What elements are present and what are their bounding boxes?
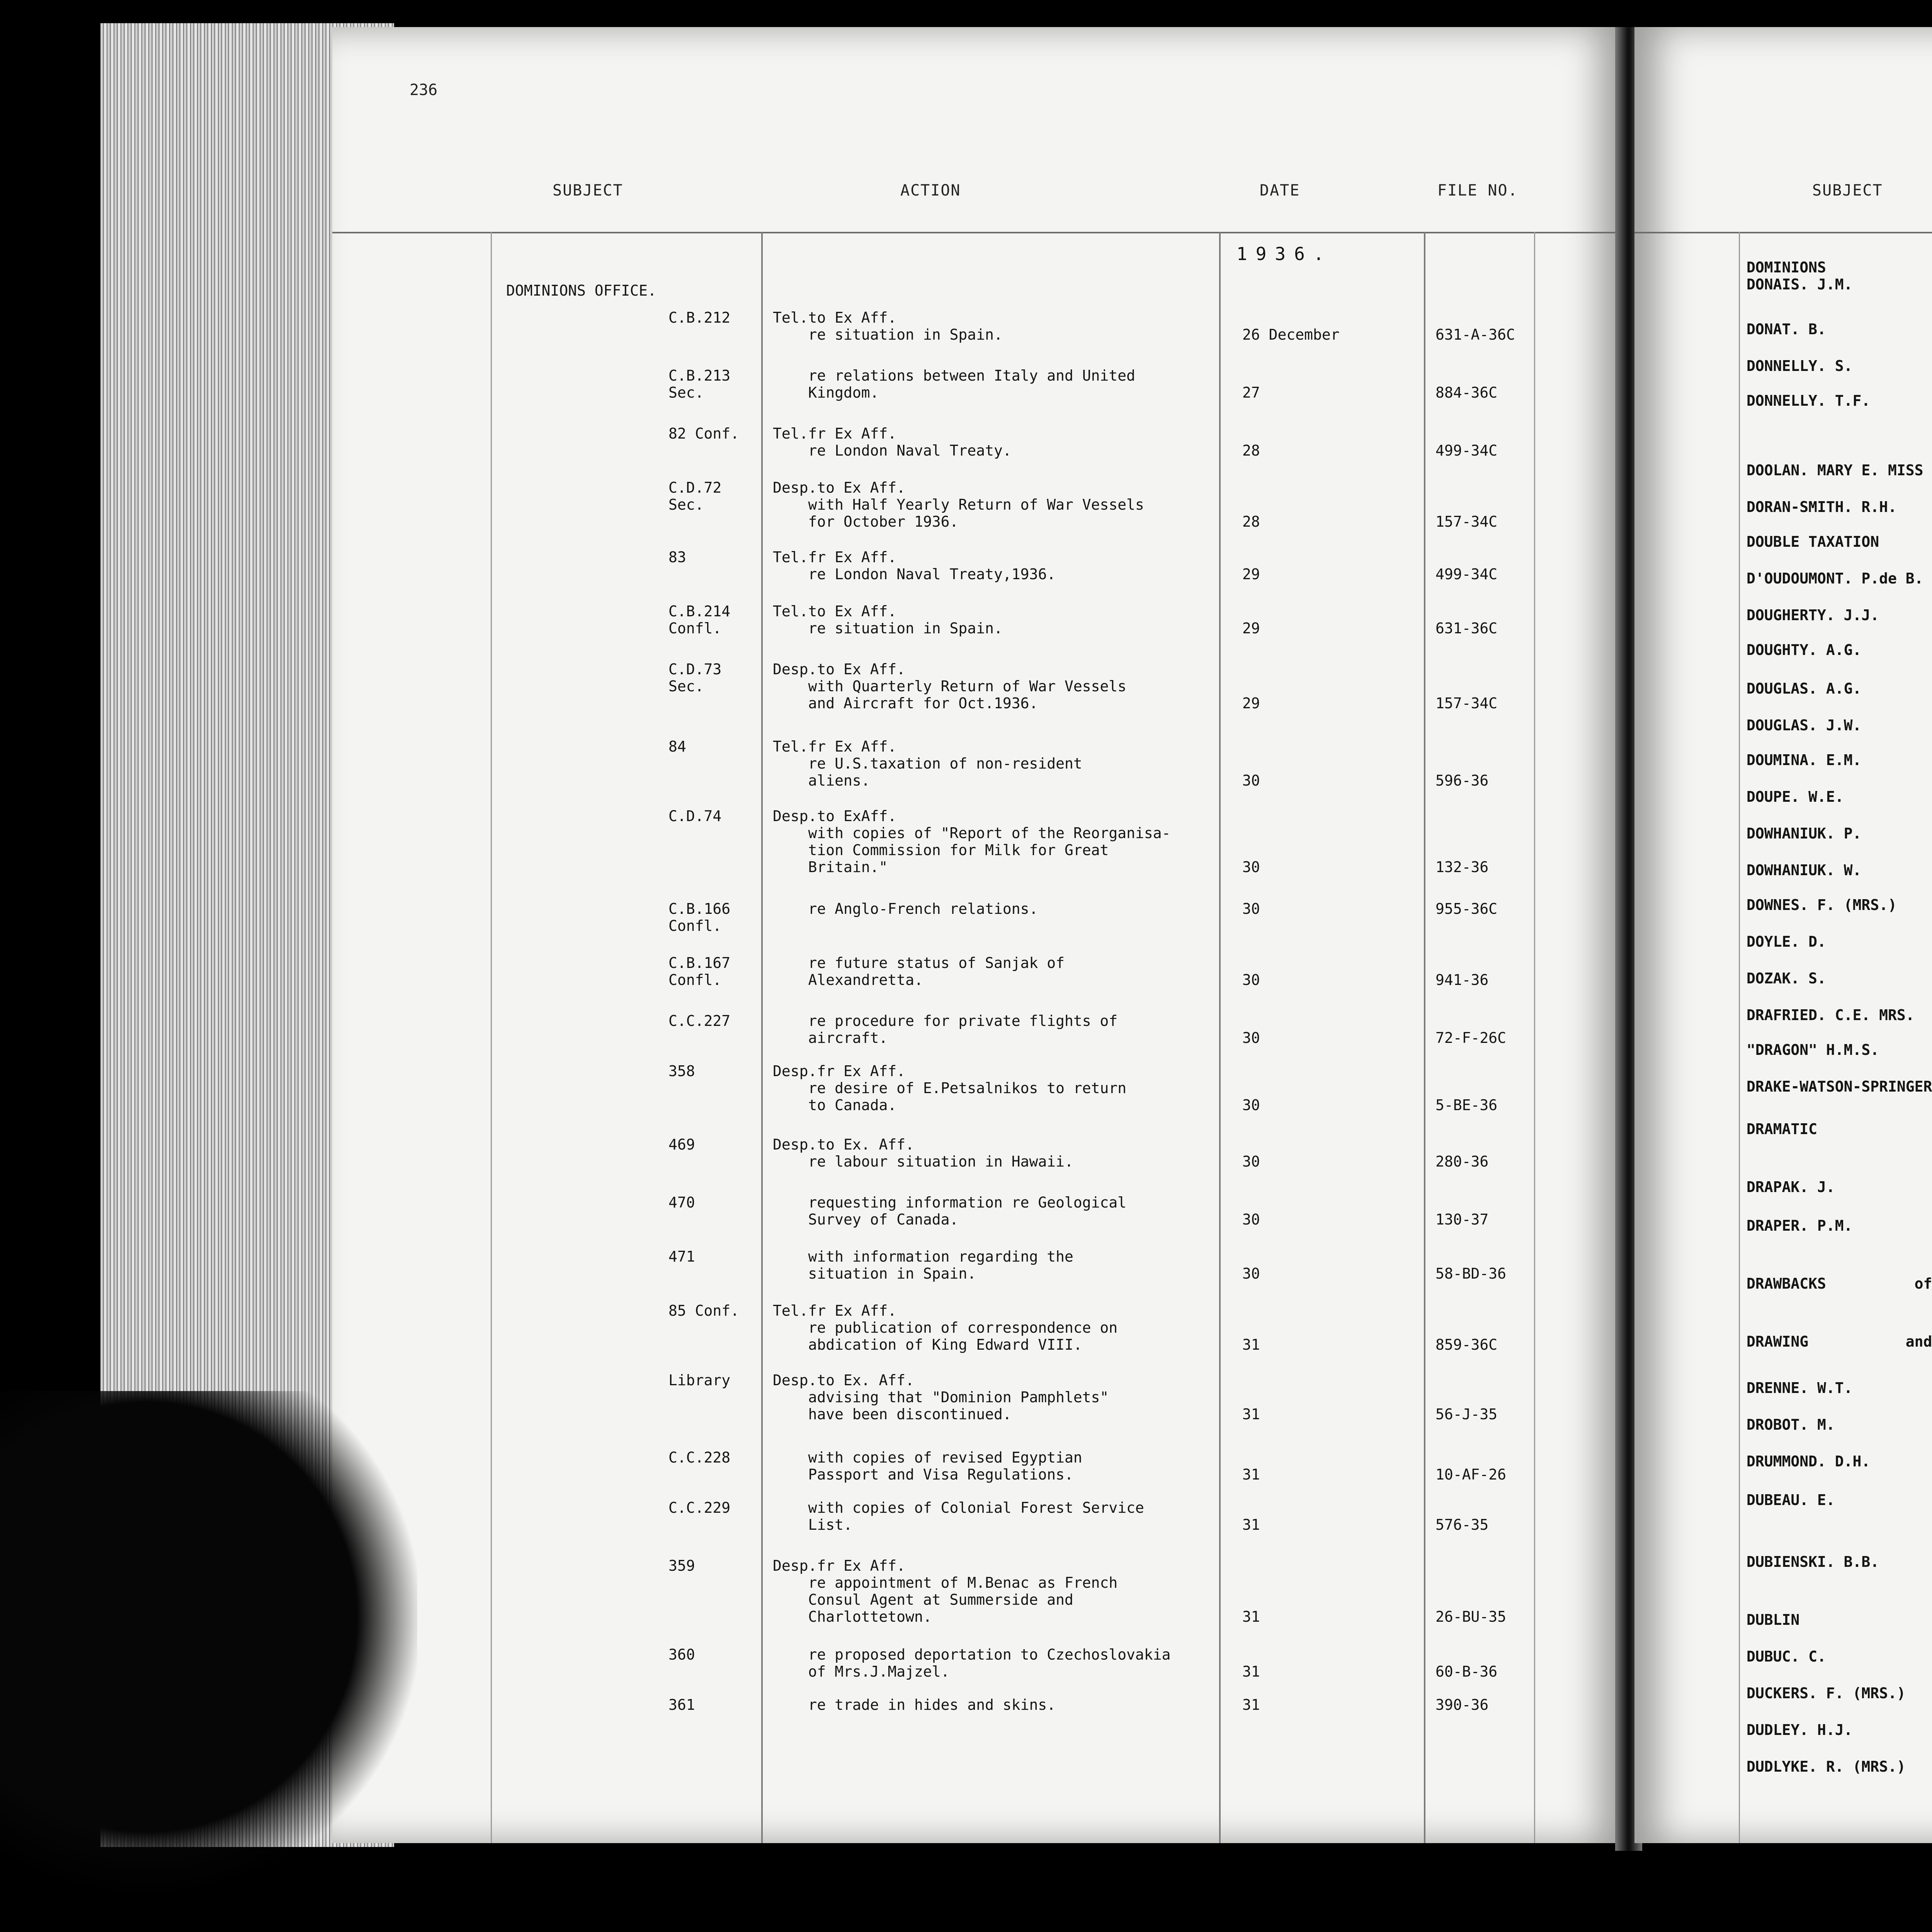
entry-subject: DUBLIN	[1747, 1611, 1800, 1628]
entry-date: 26 December	[1242, 326, 1340, 343]
entry-subject: DONAT. B.	[1747, 321, 1826, 338]
entry-subject: DRAWBACKS of	[1747, 1275, 1932, 1292]
entry-action: Desp.to Ex Aff. with Quarterly Return of War Vessels and Aircraft for Oct.1936.	[773, 661, 1127, 712]
entry-action: Tel.fr Ex Aff. re London Naval Treaty.	[773, 425, 1012, 459]
entry-subject: DOYLE. D.	[1747, 933, 1826, 950]
entry-file-no: 58-BD-36	[1435, 1265, 1507, 1282]
entry-date: 31	[1242, 1516, 1260, 1533]
entry-date: 30	[1242, 1211, 1260, 1228]
entry-subject: 469	[668, 1136, 695, 1153]
entry-subject: DOWHANIUK. P.	[1747, 825, 1862, 842]
header-rule	[1634, 232, 1932, 233]
entry-subject: DOUGLAS. A.G.	[1747, 680, 1862, 697]
column-header-subject: SUBJECT	[1812, 182, 1883, 199]
entry-action: Tel.fr Ex Aff. re U.S.taxation of non-resident aliens.	[773, 738, 1082, 789]
entry-subject: DRENNE. W.T.	[1747, 1379, 1853, 1396]
entry-file-no: 631-36C	[1435, 620, 1498, 637]
entry-subject: Library	[668, 1372, 731, 1389]
entry-date: 30	[1242, 900, 1260, 917]
entry-file-no: 859-36C	[1435, 1336, 1498, 1353]
entry-file-no: 5-BE-36	[1435, 1097, 1498, 1114]
entry-subject: C.D.73 Sec.	[668, 661, 722, 695]
entry-date: 31	[1242, 1696, 1260, 1713]
page-number: 236	[410, 81, 438, 99]
column-header-action: ACTION	[900, 182, 961, 199]
entry-subject: DRAWING and	[1747, 1333, 1932, 1350]
entry-action: Tel.to Ex Aff. re situation in Spain.	[773, 309, 1003, 343]
entry-subject: 83	[668, 549, 686, 566]
entry-subject: C.C.227	[668, 1012, 731, 1029]
entry-action: Desp.to Ex. Aff. advising that "Dominion Pamphlets" have been discontinued.	[773, 1372, 1109, 1423]
entry-action: re proposed deportation to Czechoslovakia of Mrs.J.Majzel.	[808, 1646, 1171, 1680]
entry-subject: DUDLYKE. R. (MRS.)	[1747, 1758, 1906, 1775]
entry-file-no: 499-34C	[1435, 442, 1498, 459]
entry-action: re relations between Italy and United Kingdom.	[808, 367, 1135, 401]
column-rule	[761, 232, 763, 1843]
entry-date: 31	[1242, 1663, 1260, 1680]
entry-file-no: 130-37	[1435, 1211, 1489, 1228]
entry-subject: DOUGLAS. J.W.	[1747, 717, 1862, 734]
entry-date: 30	[1242, 772, 1260, 789]
entry-subject: "DRAGON" H.M.S.	[1747, 1041, 1879, 1058]
entry-date: 28	[1242, 442, 1260, 459]
entry-subject: 85 Conf.	[668, 1302, 740, 1319]
column-header-date: DATE	[1260, 182, 1300, 199]
year-mark: 1936.	[1236, 243, 1333, 264]
column-rule	[1424, 232, 1425, 1843]
entry-subject: DRAFRIED. C.E. MRS.	[1747, 1007, 1915, 1024]
entry-subject: D'OUDOUMONT. P.de B.	[1747, 570, 1923, 587]
entry-date: 30	[1242, 1153, 1260, 1170]
entry-subject: 360	[668, 1646, 695, 1663]
entry-file-no: 631-A-36C	[1435, 326, 1515, 343]
entry-subject: DOWNES. F. (MRS.)	[1747, 896, 1897, 913]
entry-file-no: 955-36C	[1435, 900, 1498, 917]
entry-date: 30	[1242, 1265, 1260, 1282]
entry-action: Tel.fr Ex Aff. re London Naval Treaty,1936.	[773, 549, 1056, 583]
column-header-file-no: FILE NO.	[1437, 182, 1518, 199]
entry-action: re Anglo-French relations.	[773, 900, 1038, 917]
entry-date: 28	[1242, 513, 1260, 530]
entry-subject: C.D.72 Sec.	[668, 479, 722, 513]
entry-subject: C.C.229	[668, 1499, 731, 1516]
entry-subject: DOUBLE TAXATION	[1747, 533, 1879, 550]
entry-subject: C.B.167 Confl.	[668, 954, 731, 988]
entry-date: 29	[1242, 566, 1260, 583]
header-rule	[332, 232, 1623, 233]
entry-subject: DRAKE-WATSON-SPRINGER	[1747, 1078, 1932, 1095]
entry-subject: DOMINIONS DONAIS. J.M.	[1747, 259, 1853, 293]
entry-subject: C.B.212	[668, 309, 731, 326]
entry-subject: 82 Conf.	[668, 425, 740, 442]
entry-action: re trade in hides and skins.	[773, 1696, 1056, 1713]
entry-file-no: 280-36	[1435, 1153, 1489, 1170]
entry-action: re procedure for private flights of aircraft.	[808, 1012, 1118, 1046]
entry-subject: DOWHANIUK. W.	[1747, 862, 1862, 879]
column-rule	[1739, 232, 1740, 1843]
entry-date: 31	[1242, 1608, 1260, 1625]
entry-file-no: 72-F-26C	[1435, 1029, 1507, 1046]
entry-subject: C.D.74	[668, 808, 722, 825]
entry-subject: DOOLAN. MARY E. MISS	[1747, 462, 1923, 479]
section-heading: DOMINIONS OFFICE.	[506, 282, 656, 299]
entry-action: with information regarding the situation in Spain.	[808, 1248, 1073, 1282]
entry-date: 31	[1242, 1336, 1260, 1353]
entry-subject: 359	[668, 1557, 695, 1574]
entry-file-no: 26-BU-35	[1435, 1608, 1507, 1625]
entry-subject: DUBEAU. E.	[1747, 1492, 1835, 1509]
entry-subject: 358	[668, 1063, 695, 1080]
entry-date: 30	[1242, 1029, 1260, 1046]
entry-file-no: 10-AF-26	[1435, 1466, 1507, 1483]
entry-file-no: 941-36	[1435, 971, 1489, 988]
entry-file-no: 132-36	[1435, 859, 1489, 876]
entry-subject: DUDLEY. H.J.	[1747, 1721, 1853, 1738]
entry-date: 31	[1242, 1466, 1260, 1483]
entry-file-no: 56-J-35	[1435, 1406, 1498, 1423]
entry-subject: DONNELLY. T.F.	[1747, 392, 1871, 409]
entry-subject: DRAPAK. J.	[1747, 1179, 1835, 1196]
entry-subject: 361	[668, 1696, 695, 1713]
entry-subject: C.B.166 Confl.	[668, 900, 731, 934]
column-header-subject: SUBJECT	[553, 182, 623, 199]
entry-subject: DOUPE. W.E.	[1747, 788, 1844, 805]
entry-subject: 84	[668, 738, 686, 755]
entry-subject: DRAPER. P.M.	[1747, 1217, 1853, 1234]
entry-action: Desp.fr Ex Aff. re appointment of M.Benac as French Consul Agent at Summerside and Charlottetown.	[773, 1557, 1118, 1625]
entry-subject: DUBIENSKI. B.B.	[1747, 1553, 1879, 1570]
entry-date: 27	[1242, 384, 1260, 401]
entry-action: Desp.to Ex. Aff. re labour situation in Hawaii.	[773, 1136, 1073, 1170]
entry-date: 31	[1242, 1406, 1260, 1423]
entry-subject: DUCKERS. F. (MRS.)	[1747, 1685, 1906, 1702]
entry-file-no: 499-34C	[1435, 566, 1498, 583]
shadow-overlay	[0, 1391, 417, 1893]
entry-subject: DOUGHERTY. J.J.	[1747, 607, 1879, 624]
entry-subject: DONNELLY. S.	[1747, 357, 1853, 374]
column-rule	[1534, 232, 1535, 1843]
entry-file-no: 884-36C	[1435, 384, 1498, 401]
entry-file-no: 390-36	[1435, 1696, 1489, 1713]
entry-action: Tel.fr Ex Aff. re publication of correspondence on abdication of King Edward VIII.	[773, 1302, 1118, 1353]
entry-subject: DUBUC. C.	[1747, 1648, 1826, 1665]
entry-subject: DRUMMOND. D.H.	[1747, 1453, 1871, 1470]
column-rule	[491, 232, 492, 1843]
entry-file-no: 576-35	[1435, 1516, 1489, 1533]
entry-subject: DORAN-SMITH. R.H.	[1747, 498, 1897, 515]
entry-date: 30	[1242, 1097, 1260, 1114]
entry-action: with copies of revised Egyptian Passport and Visa Regulations.	[808, 1449, 1082, 1483]
entry-subject: C.B.214 Confl.	[668, 603, 731, 637]
entry-date: 30	[1242, 971, 1260, 988]
entry-action: with copies of Colonial Forest Service List.	[808, 1499, 1144, 1533]
entry-action: Tel.to Ex Aff. re situation in Spain.	[773, 603, 1003, 637]
entry-action: Desp.fr Ex Aff. re desire of E.Petsalnikos to return to Canada.	[773, 1063, 1127, 1114]
entry-date: 30	[1242, 859, 1260, 876]
entry-subject: C.B.213 Sec.	[668, 367, 731, 401]
column-rule	[1219, 232, 1221, 1843]
entry-file-no: 596-36	[1435, 772, 1489, 789]
ledger-page-right	[1634, 27, 1932, 1843]
entry-subject: C.C.228	[668, 1449, 731, 1466]
entry-subject: DOUGHTY. A.G.	[1747, 641, 1862, 658]
entry-subject: DOUMINA. E.M.	[1747, 752, 1862, 769]
entry-subject: 470	[668, 1194, 695, 1211]
entry-file-no: 60-B-36	[1435, 1663, 1498, 1680]
entry-subject: DOZAK. S.	[1747, 970, 1826, 987]
entry-file-no: 157-34C	[1435, 513, 1498, 530]
entry-action: requesting information re Geological Survey of Canada.	[808, 1194, 1127, 1228]
entry-subject: DROBOT. M.	[1747, 1416, 1835, 1433]
entry-action: Desp.to ExAff. with copies of "Report of the Reorganisa- tion Commission for Milk for Great Britain."	[773, 808, 1171, 876]
entry-date: 29	[1242, 620, 1260, 637]
ledger-page-left	[332, 27, 1623, 1843]
entry-action: Desp.to Ex Aff. with Half Yearly Return of War Vessels for October 1936.	[773, 479, 1144, 530]
entry-action: re future status of Sanjak of Alexandretta.	[808, 954, 1065, 988]
entry-file-no: 157-34C	[1435, 695, 1498, 712]
entry-date: 29	[1242, 695, 1260, 712]
entry-subject: 471	[668, 1248, 695, 1265]
entry-subject: DRAMATIC	[1747, 1121, 1818, 1138]
